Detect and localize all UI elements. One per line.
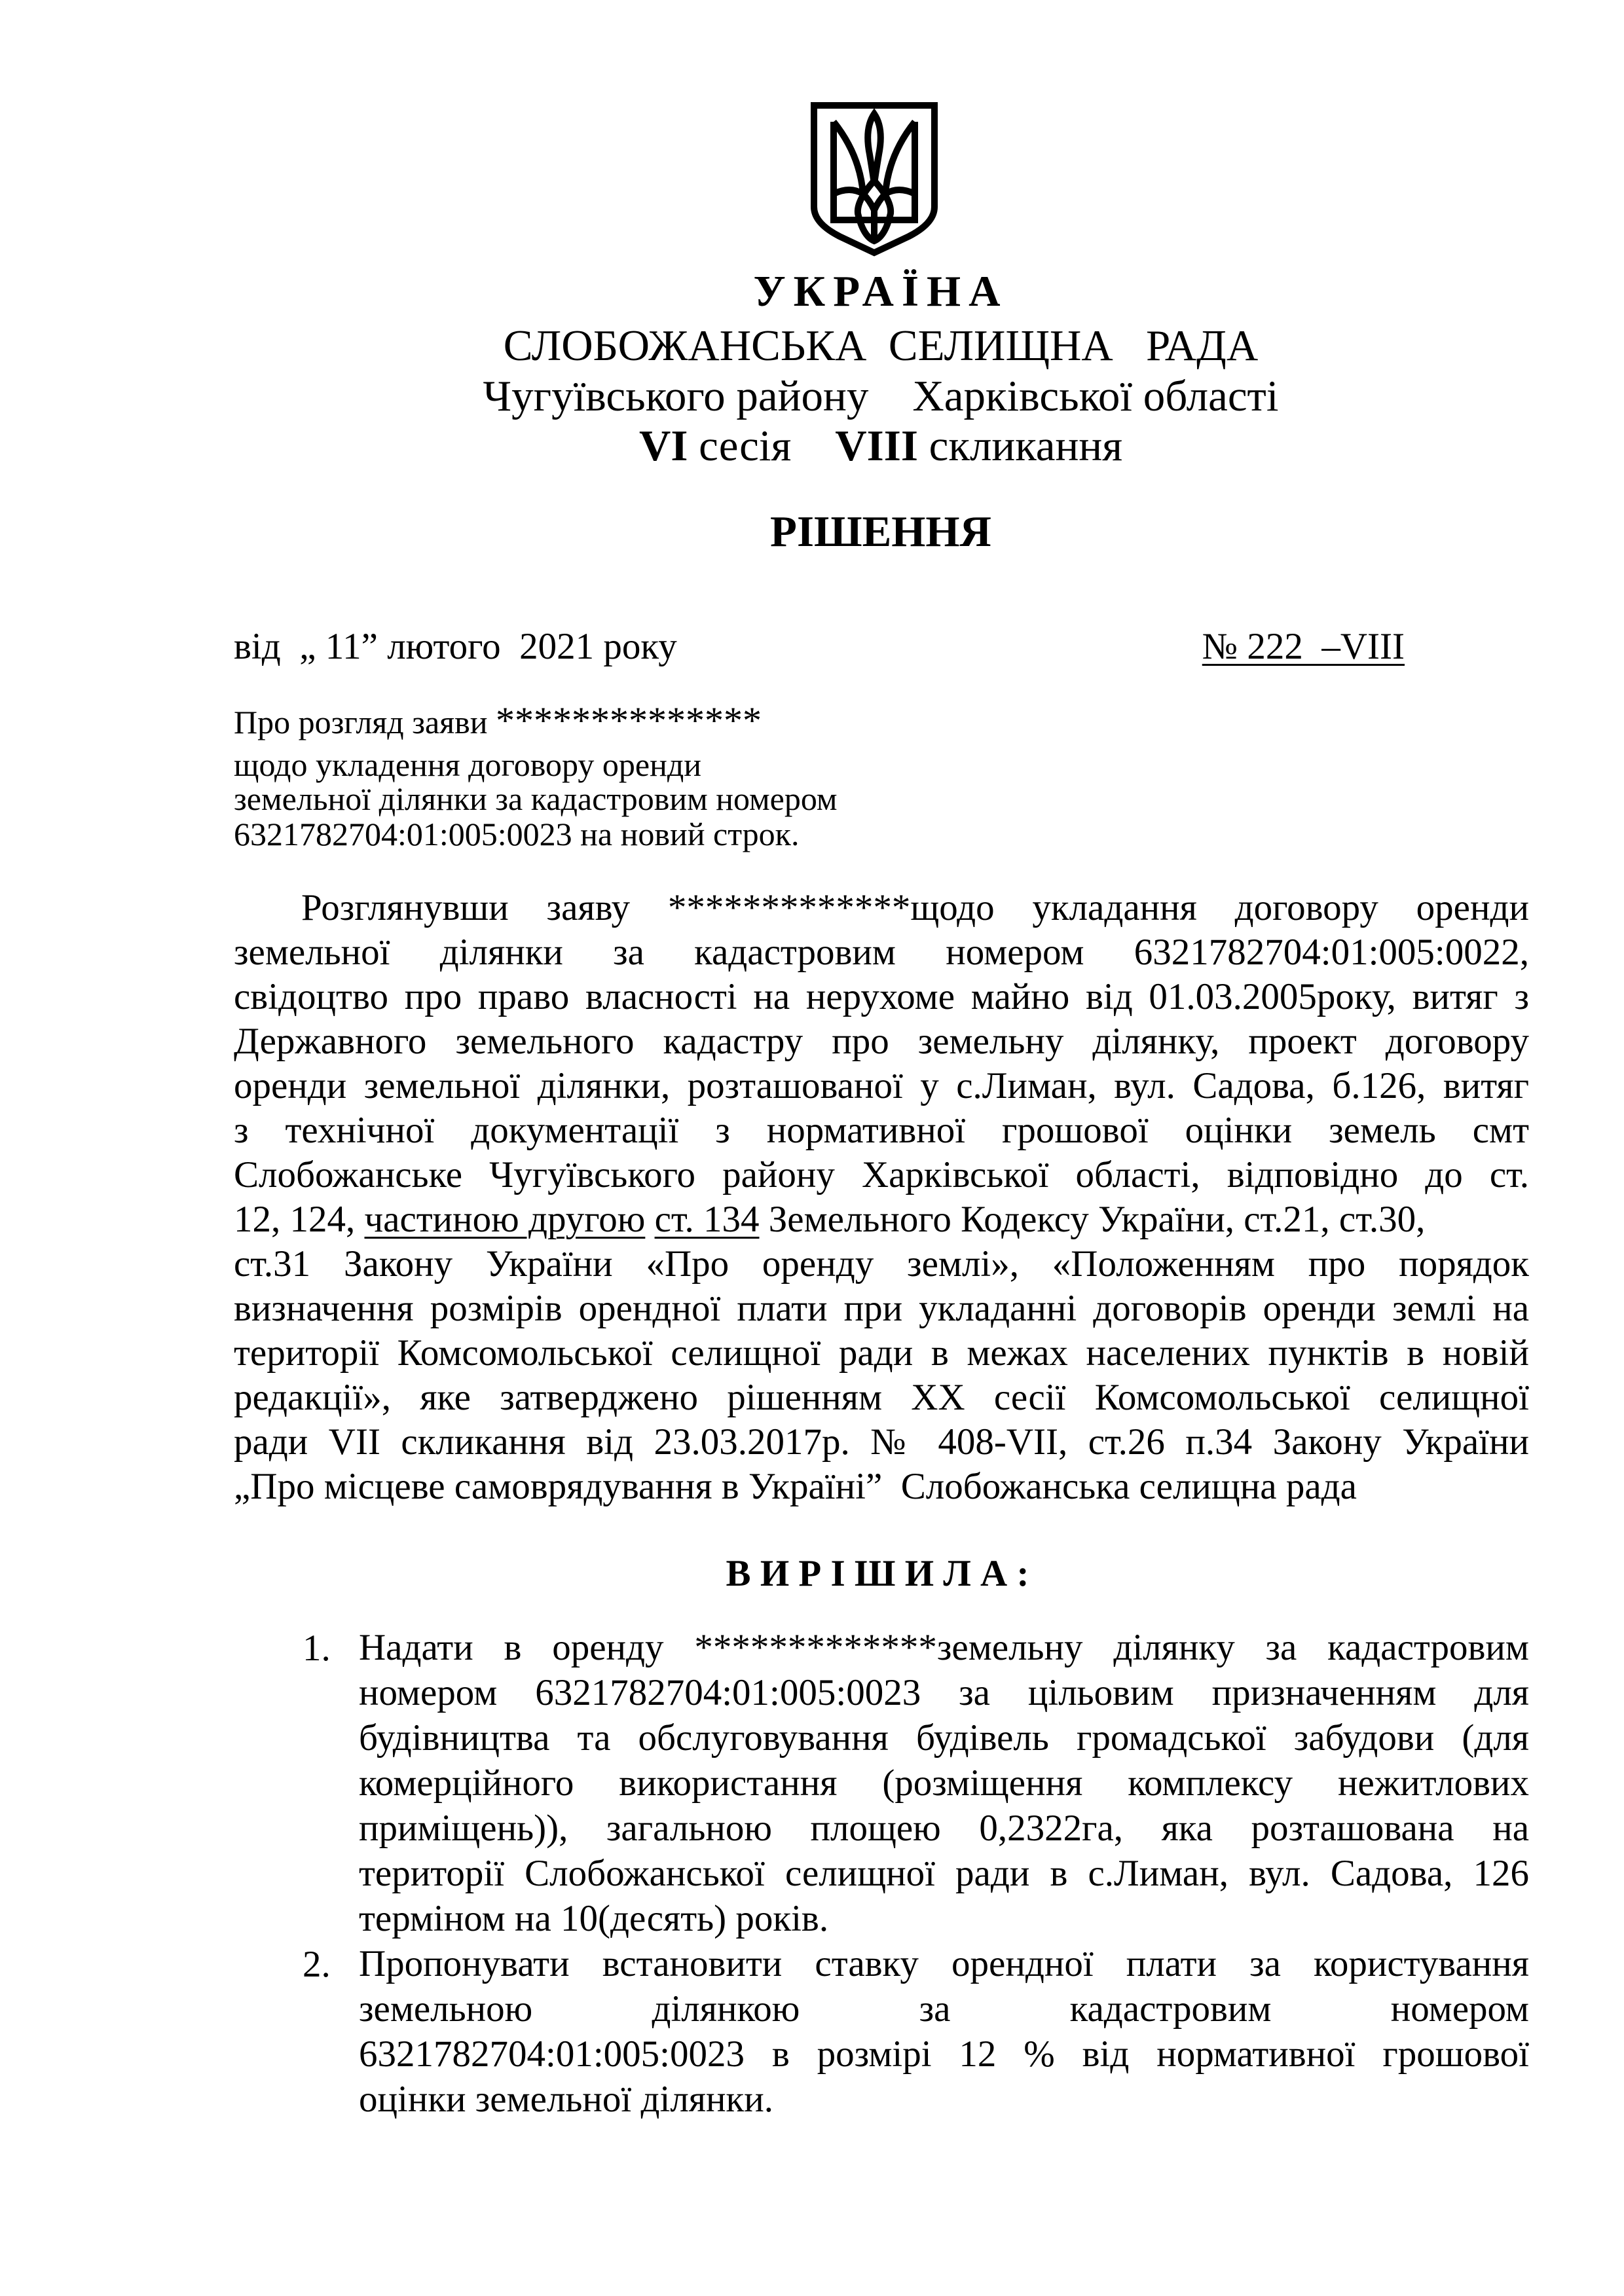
masked-name: ************** <box>496 699 762 742</box>
body-line: свідоцтво про право власності на нерухоме майно від 01.03.2005року, витяг з <box>234 976 1529 1017</box>
body-line: Слобожанське Чугуївського району Харківської області, відповідно до ст. <box>234 1154 1529 1195</box>
body-line: „Про місцеве самоврядування в Україні” Слобожанська селищна рада <box>234 1466 1357 1507</box>
convocation-number: VIII <box>835 422 918 470</box>
subject-line-3: земельної ділянки за кадастровим номером <box>234 780 838 817</box>
underlined-reference: ст. 134 <box>654 1199 760 1240</box>
district-name: Чугуївського району Харківської області <box>483 372 1279 420</box>
item-line: будівництва та обслуговування будівель громадської забудови (для <box>359 1717 1529 1758</box>
convocation-label: скликання <box>917 422 1123 470</box>
body-line: редакції», яке затверджено рішенням XX сесії Комсомольської селищної <box>234 1377 1529 1418</box>
item-number: 1. <box>303 1628 331 1669</box>
subject-line-2: щодо укладення договору оренди <box>234 746 702 783</box>
item-line: номером 6321782704:01:005:0023 за цільовим призначенням для <box>359 1672 1529 1713</box>
item-line: Пропонувати встановити ставку орендної плати за користування <box>359 1943 1529 1984</box>
item-line: комерційного використання (розміщення комплексу нежитлових <box>359 1762 1529 1804</box>
body-line: земельної ділянки за кадастровим номером 6321782704:01:005:0022, <box>234 932 1529 973</box>
item-number: 2. <box>303 1944 331 1985</box>
subject-line-4: 6321782704:01:005:0023 на новий строк. <box>234 816 800 852</box>
body-line: території Комсомольської селищної ради в межах населених пунктів в новій <box>234 1332 1529 1374</box>
body-line: Розглянувши заяву *************щодо укладання договору оренди <box>301 887 1529 928</box>
text-span <box>645 1199 654 1240</box>
body-line: визначення розмірів орендної плати при укладанні договорів оренди землі на <box>234 1288 1529 1329</box>
body-line: Державного земельного кадастру про земельну ділянку, проект договору <box>234 1021 1529 1062</box>
country-title: УКРАЇНА <box>753 267 1008 316</box>
text-span: 12, 124, <box>234 1199 365 1240</box>
council-name: СЛОБОЖАНСЬКА СЕЛИЩНА РАДА <box>503 321 1259 370</box>
item-line: приміщень)), загальною площею 0,2322га, яка розташована на <box>359 1808 1529 1849</box>
item-line: земельною ділянкою за кадастровим номером <box>359 1988 1529 2030</box>
session-number: VI <box>638 422 688 470</box>
subject-line-1 <box>234 699 762 742</box>
item-line: 6321782704:01:005:0023 в розмірі 12 % від нормативної грошової <box>359 2033 1529 2075</box>
decision-date: від „ 11” лютого 2021 року <box>234 626 677 667</box>
body-line: з технічної документації з нормативної грошової оцінки земель смт <box>234 1110 1529 1151</box>
item-line: території Слобожанської селищної ради в с.Лиман, вул. Садова, 126 <box>359 1853 1529 1894</box>
document-type: РІШЕННЯ <box>770 507 991 556</box>
body-line <box>234 1197 1529 1242</box>
subject-text: Про розгляд заяви <box>234 704 496 740</box>
underlined-reference: частиною другою <box>364 1199 646 1240</box>
item-line: терміном на 10(десять) років. <box>359 1898 829 1939</box>
resolved-heading: В И Р І Ш И Л А : <box>726 1553 1029 1594</box>
coat-of-arms-icon <box>811 102 938 257</box>
session-line <box>295 420 1467 472</box>
item-line: Надати в оренду *************земельну ділянку за кадастровим <box>359 1627 1529 1668</box>
session-label: сесія <box>688 422 836 470</box>
item-line: оцінки земельної ділянки. <box>359 2079 773 2120</box>
decision-number: № 222 –VIII <box>1202 626 1405 667</box>
body-line: ст.31 Закону України «Про оренду землі», «Положенням про порядок <box>234 1243 1529 1285</box>
body-line: ради VII скликання від 23.03.2017р. № 408-VII, ст.26 п.34 Закону України <box>234 1421 1529 1463</box>
body-line: оренди земельної ділянки, розташованої у с.Лиман, вул. Садова, б.126, витяг <box>234 1065 1529 1106</box>
text-span: Земельного Кодексу України, ст.21, ст.30, <box>759 1199 1426 1240</box>
